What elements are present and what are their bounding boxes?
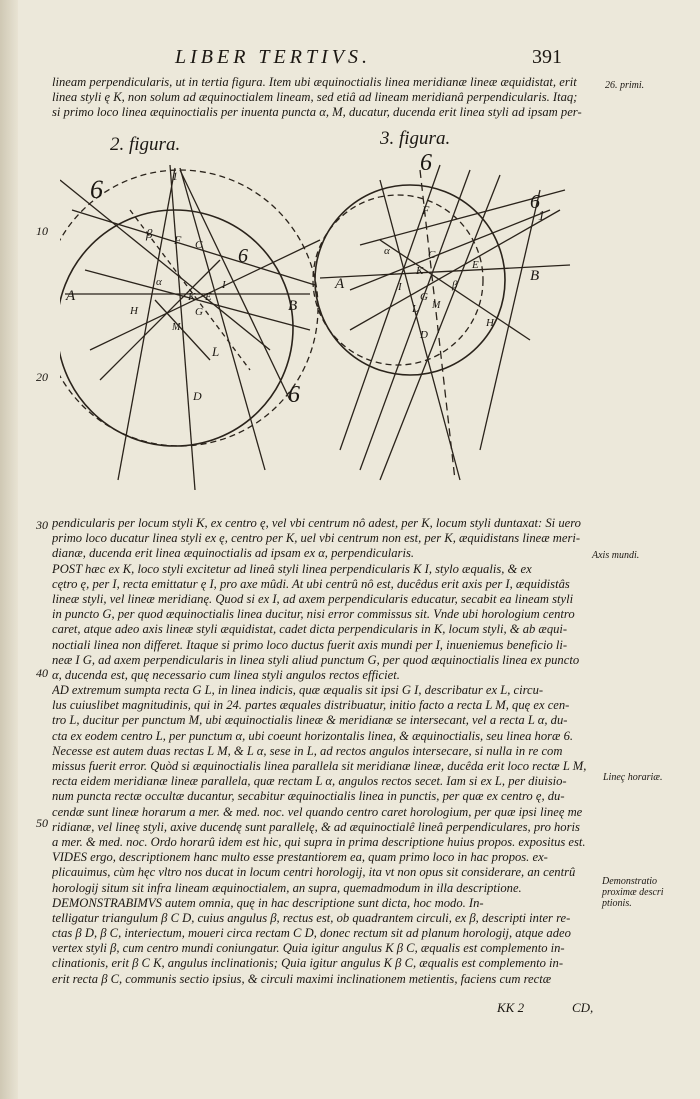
text-line: vertex styli β, cum centro mundi coniungatur. Quia igitur angulus K β C, æqualis est complemento in- <box>52 941 565 956</box>
figure-letter: 1 <box>172 169 178 183</box>
text-line: VIDES ergo, descriptionem hanc multo esse prestantiorem ea, quam primo loco in hac propos. ex- <box>52 850 548 865</box>
figure-letter: B <box>288 298 298 314</box>
text-line: clinationis, erit β C K, angulus inclinationis; Quia igitur angulus K β C, æqualis est complemento in- <box>52 956 564 971</box>
text-line: primo loco ducatur linea styli ex ę, centro per K, uel vbi centrum non est, per K, æquidistans lineæ meri- <box>52 531 581 546</box>
figure-2 <box>60 165 320 490</box>
text-line: caret, atque adeo axis lineæ styli æquidistat, cadet dicta perpendicularis in K, locum styli, & ab æqui- <box>52 622 568 637</box>
text-line: α, ducenda est, quę necessario cum linea styli angulos rectos efficiet. <box>52 667 400 682</box>
catchword: CD, <box>572 1000 594 1015</box>
text-line: cendæ sunt lineæ horarum a mer. & med. noc. vel quando centro caret horologium, per quæ ipsi lineę me <box>52 804 583 819</box>
text-line: a mer. & med. noc. Ordo horarû idem est hic, qui supra in prima descriptione huius propos. expositus est. <box>52 834 586 849</box>
figure-letter: I <box>222 279 226 291</box>
figure-letters <box>65 150 545 408</box>
hour-line <box>85 270 310 330</box>
text-line: pendicularis per locum styli K, ex centro ę, vel vbi centrum nô adest, per K, locum styli duntaxat: Si uero <box>52 516 581 530</box>
margin-note-line: ptionis. <box>602 898 632 909</box>
page-header <box>0 46 700 74</box>
text-line: erit recta β C, communis sectio ipsius, & circuli maximi inclinationem metientis, faciens cum rectæ <box>52 971 552 986</box>
page-number: 391 <box>532 46 562 68</box>
figure-letter: K <box>188 291 196 303</box>
hour-line <box>118 168 175 480</box>
line-number: 50 <box>36 816 48 830</box>
text-line: lus cuiuslibet magnitudinis, qui in 24. partes æquales distribuatur, initio facto a recta L M, quę ex cen- <box>52 698 570 713</box>
text-line: ridianæ, vel lineę styli, axive ducendę sunt parallelę, & ad æquinoctialê lineâ perpendiculares, pro horis <box>52 819 580 834</box>
figure-letter: D <box>193 389 202 403</box>
figure-letter: 6 <box>90 175 103 204</box>
text-line: tro L, ducitur per punctum M, ubi æquinoctialis lineæ & meridianæ se intersecant, vel a recta L α, du- <box>52 713 568 728</box>
text-line: horologij situm sit infra lineam æquinoctialem, an supra, quemadmodum in illa descriptione. <box>52 880 522 895</box>
figure-letter: β <box>452 279 458 291</box>
figure-letter: H <box>486 317 494 329</box>
figure-letter: C <box>195 239 203 251</box>
figure-letter: H <box>130 305 138 317</box>
text-line: DEMONSTRABIMVS autem omnia, quę in hac descriptione sunt dicta, hoc modo. In- <box>52 895 484 910</box>
hour-line <box>380 175 500 480</box>
text-line: in puncto G, per quod æquinoctialis linea ducitur, nisi error commissus sit. Vnde ubi horologium centro <box>52 607 575 622</box>
figure-letter: I <box>398 281 402 293</box>
hour-line <box>180 168 265 470</box>
hour-line <box>72 210 315 285</box>
text-line: cętro ę, per I, recta emittatur ę I, pro axe mûdi. At ubi centrû nô est, ducêdus erit axis per I, æquidistâs <box>52 576 570 591</box>
text-line: telligatur triangulum β C D, cuius angulus β, rectus est, ob quadrantem circuli, ex β, descripti inter re- <box>52 910 571 925</box>
margin-note-hour-lines: Lineç horariæ. <box>603 772 663 783</box>
figure-letter: α <box>156 276 162 288</box>
text-line: POST hæc ex K, loco styli excitetur ad lineâ styli linea perpendicularis K I, stylo æqualis, & ex <box>52 561 532 576</box>
text-line: ctas β D, β C, interiectum, moueri circa rectam C D, donec rectum sit ad planum horologij, atque adeo <box>52 926 571 941</box>
figure-letter: L <box>212 344 220 359</box>
figure-letter: A <box>335 276 345 292</box>
text-line: lineam perpendicularis, ut in tertia figura. Item ubi æquinoctialis linea meridianæ lineæ æquidistat, erit <box>52 75 577 89</box>
figure-letter: M <box>432 300 441 311</box>
text-line: cta ex eodem centro L, per punctum α, ubi coeunt horizontalis linea, & æquinoctialis, seu linea horæ 6. <box>52 728 574 743</box>
margin-note-axis: Axis mundi. <box>592 550 640 561</box>
line-number: 10 <box>36 224 48 238</box>
figure-letter: D <box>420 329 428 341</box>
figure-letter: 6 <box>288 382 300 408</box>
figure-letter: 6 <box>420 150 432 176</box>
margin-note-reference: 26. primi. <box>605 80 645 91</box>
text-line: neæ I G, ad axem perpendicularis in linea styli aliud punctum G, per quod æquinoctialis linea ex puncto <box>52 652 580 667</box>
figure-label-right: 3. figura. <box>380 128 451 149</box>
signature-mark: KK 2 <box>497 1000 525 1015</box>
figure-letter: G <box>195 306 203 318</box>
figure-letter: B <box>530 268 540 284</box>
text-line: missus fuerit error. Quòd si æquinoctialis linea parallela sit meridianæ lineæ, ducêda erit loco rectæ L M, <box>52 759 587 773</box>
text-line: si primo loco linea æquinoctialis per inuenta puncta α, M, ducatur, ducenda erit linea styli ad ipsam per- <box>52 105 582 120</box>
figure-letter: 6 <box>238 245 248 267</box>
figure-letter: G <box>420 291 428 303</box>
text-line: AD extremum sumpta recta G L, in linea indicis, quæ æqualis sit ipsi G I, describatur ex L, circu- <box>52 683 544 698</box>
figure-letter: K <box>416 265 424 277</box>
hour-line <box>360 170 470 470</box>
figure-letter: L <box>412 303 419 315</box>
hour-line <box>350 210 560 330</box>
figure-letter: F <box>422 203 430 217</box>
figure-letter: F <box>174 233 182 247</box>
text-line: noctiali linea non differet. Itaque si primo loco ductus fuerit axis mundi per I, inueniemus beneficio li- <box>52 637 568 652</box>
figure-letter: A <box>66 288 76 304</box>
figure-letter: α <box>384 245 390 257</box>
margin-note-line: proximæ descri <box>602 887 664 898</box>
text-line: dianæ, ducenda erit linea æquinoctialis ad ipsam ex α, perpendicularis. <box>52 546 414 561</box>
top-paragraph <box>52 75 597 121</box>
line-number: 40 <box>36 666 48 680</box>
figure-letter: E <box>205 291 212 303</box>
body-paragraphs <box>52 516 597 987</box>
figure-letter: 1 <box>538 209 545 224</box>
figure-letter: E <box>472 259 479 271</box>
margin-note-demonstration <box>602 876 664 909</box>
text-line: plicauimus, cùm hęc vltro nos ducat in locum centri horologij, ita vt non opus sit considerare, an centrû <box>52 865 576 880</box>
text-line: Necesse est autem duas rectas L M, & L α, sese in L, ad rectos angulos intersecare, si nulla in re com <box>52 743 563 758</box>
text-line: num puncta rectæ occultæ ducantur, secabitur æquinoctialis linea in punctis, per quæ ex centro ę, du- <box>52 789 565 804</box>
text-line: recta eidem meridianæ lineæ parallela, quæ rectam L α, angulos rectos secet. Iam si ex L, per diuisio- <box>52 774 567 789</box>
figure-letter: 6 <box>530 191 540 213</box>
figure-letter: β <box>146 226 153 241</box>
margin-note-line: Demonstratio <box>602 876 657 887</box>
line-number: 20 <box>36 370 48 384</box>
page-gutter <box>0 0 18 1099</box>
geometric-figures <box>60 150 580 500</box>
text-line: linea styli ę K, non solum ad æquinoctialem lineam, sed etiâ ad lineam meridianâ perpendicularis. Itaq; <box>52 90 578 105</box>
figure-label-left: 2. figura. <box>110 134 181 155</box>
text-line: lineæ styli, vel lineæ meridianę. Quod si ex I, ad axem perpendicularis educatur, secabit ea lineam styli <box>52 591 574 606</box>
figure-letter: C <box>428 249 436 261</box>
line-number: 30 <box>36 518 48 532</box>
running-title: LIBER TERTIVS. <box>175 46 371 68</box>
figure-letter: M <box>172 322 181 333</box>
